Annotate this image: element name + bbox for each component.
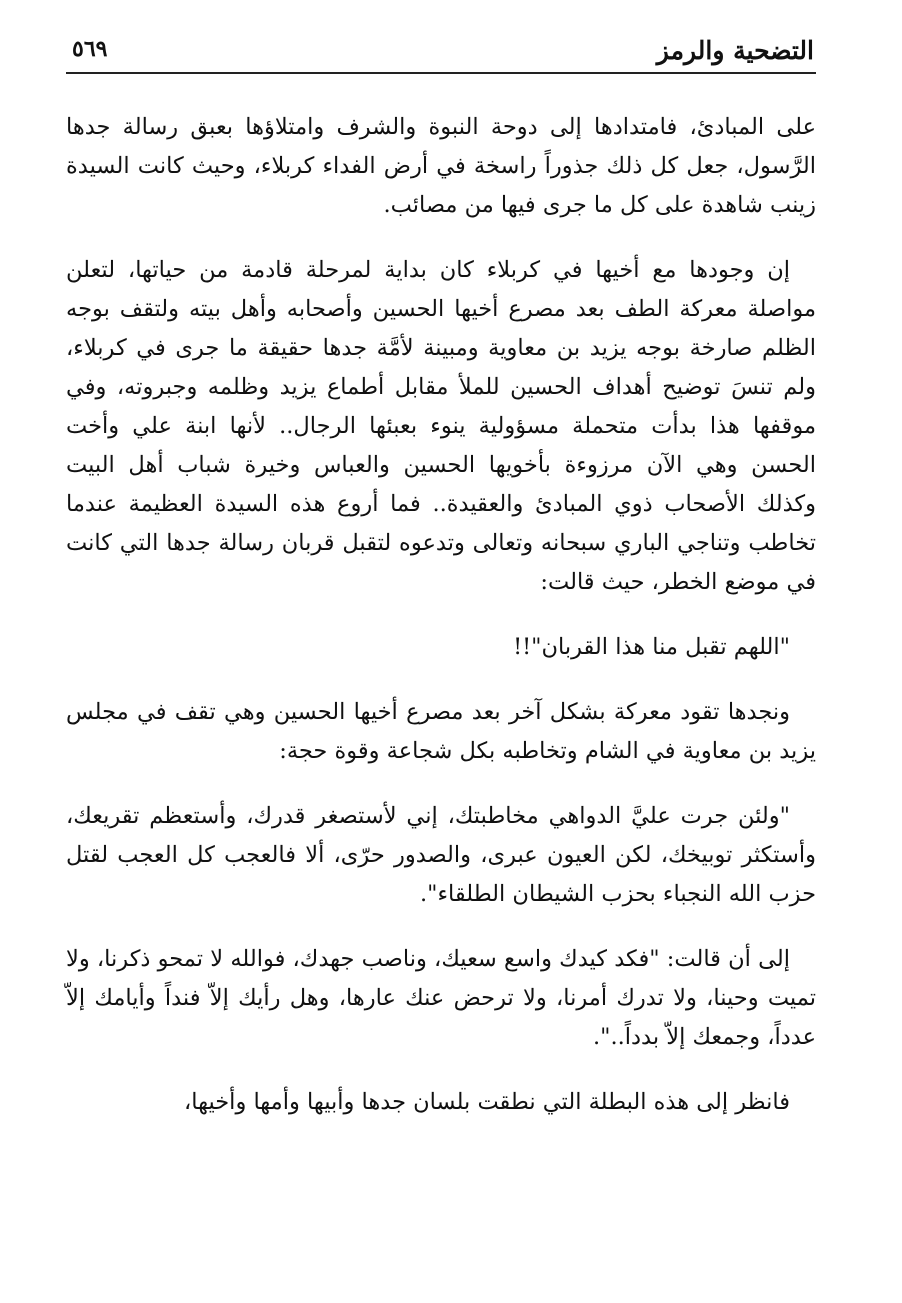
- paragraph: ونجدها تقود معركة بشكل آخر بعد مصرع أخيها الحسين وهي تقف في مجلس يزيد بن معاوية في الشام وتخاطبه بكل شجاعة وقوة حجة:: [66, 699, 816, 764]
- paragraph: إلى أن قالت: "فكد كيدك واسع سعيك، وناصب جهدك، فوالله لا تمحو ذكرنا، ولا تميت وحينا، ولا تدرك أمرنا، ولا ترحض عنك عارها، وهل رأيك إلاّ فنداً وأيامك إلاّ عدداً، وجمعك إلاّ بدداً..".: [66, 946, 816, 1050]
- page-header: [72, 36, 814, 70]
- quote-paragraph: "ولئن جرت عليَّ الدواهي مخاطبتك، إني لأستصغر قدرك، وأستعظم تقريعك، وأستكثر توبيخك، لكن العيون عبرى، والصدور حرّى، ألا فالعجب كل العجب لقتل حزب الله النجباء بحزب الشيطان الطلقاء".: [66, 803, 816, 907]
- header-rule: [66, 72, 816, 74]
- page-body: [66, 108, 816, 1148]
- paragraph: فانظر إلى هذه البطلة التي نطقت بلسان جدها وأبيها وأمها وأخيها،: [184, 1089, 790, 1115]
- paragraph: إن وجودها مع أخيها في كربلاء كان بداية لمرحلة قادمة من حياتها، لتعلن مواصلة معركة الطف بعد مصرع أخيها الحسين وأصحابه وأهل بيته ولتقف بوجه الظلم صارخة بوجه يزيد بن معاوية ومبينة لأمَّة جدها حقيقة ما جرى في كربلاء، ولم تنسَ توضيح أهداف الحسين للملأ مقابل أطماع يزيد وظلمه وجبروته، وفي موقفها هذا بدأت متحملة مسؤولية ينوء بعبئها الرجال.. لأنها ابنة علي وأخت الحسن وهي الآن مرزوءة بأخويها الحسين والعباس وخيرة شباب أهل البيت وكذلك الأصحاب ذوي المبادئ والعقيدة.. فما أروع هذه السيدة العظيمة عندما تخاطب وتناجي الباري سبحانه وتعالى وتدعوه لتقبل قربان رسالة جدها التي كانت في موضع الخطر، حيث قالت:: [66, 257, 816, 595]
- running-title: التضحية والرمز: [656, 36, 814, 65]
- page-number: ٥٦٩: [72, 36, 108, 62]
- quote-paragraph: "اللهم تقبل منا هذا القربان"!!: [513, 634, 790, 660]
- paragraph: على المبادئ، فامتدادها إلى دوحة النبوة والشرف وامتلاؤها بعبق رسالة جدها الرَّسول، جعل كل ذلك جذوراً راسخة في أرض الفداء كربلاء، وحيث كانت السيدة زينب شاهدة على كل ما جرى فيها من مصائب.: [66, 114, 816, 218]
